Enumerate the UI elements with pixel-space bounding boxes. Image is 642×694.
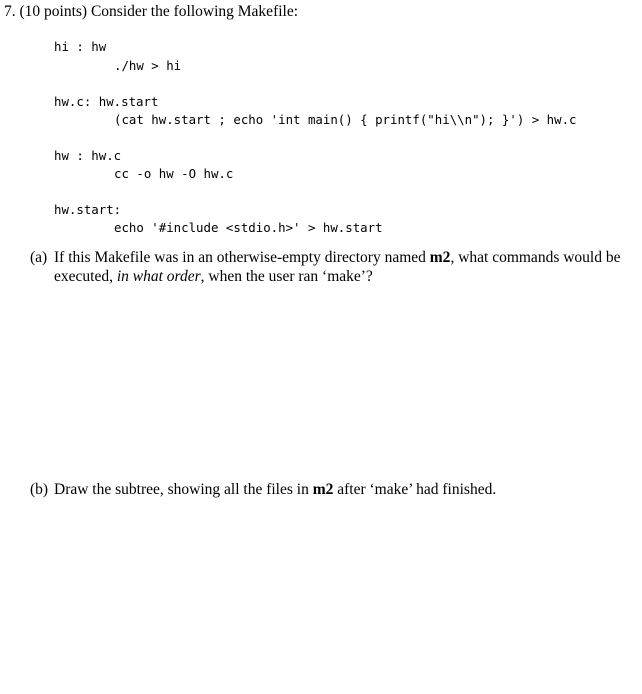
makefile-command-hw-c: (cat hw.start ; echo 'int main() { printf("hi\\n"); }') > hw.c xyxy=(114,112,577,127)
part-a xyxy=(30,248,630,286)
makefile-rule-hw-start: hw.start: xyxy=(54,202,122,217)
makefile-command-hw: cc -o hw -O hw.c xyxy=(114,166,234,181)
makefile-rule-hi: hi : hw xyxy=(54,39,107,54)
part-a-text xyxy=(54,248,630,286)
part-b-label: (b) xyxy=(30,481,49,498)
part-a-text-3: , when the user ran ‘make’? xyxy=(200,268,373,285)
part-a-dir-name: m2 xyxy=(429,249,451,266)
part-b xyxy=(30,480,630,499)
makefile-rule-hw-c: hw.c: hw.start xyxy=(54,94,159,109)
part-a-text-2: , what commands would be executed, xyxy=(54,249,621,285)
part-a-text-1: If this Makefile was in an otherwise-empty directory named xyxy=(54,249,426,266)
makefile-command-hi: ./hw > hi xyxy=(114,58,182,73)
part-b-text-1: Draw the subtree, showing all the files in xyxy=(54,481,309,498)
makefile-rule-hw: hw : hw.c xyxy=(54,148,122,163)
part-b-text-2: after ‘make’ had finished. xyxy=(337,481,497,498)
part-b-dir-name: m2 xyxy=(312,481,334,498)
part-b-text xyxy=(54,480,630,499)
question-heading: 7. (10 points) Consider the following Makefile: xyxy=(4,3,299,20)
makefile-command-hw-start: echo '#include <stdio.h>' > hw.start xyxy=(114,220,383,235)
part-a-label: (a) xyxy=(30,249,48,266)
part-a-emphasis: in what order xyxy=(116,268,201,285)
